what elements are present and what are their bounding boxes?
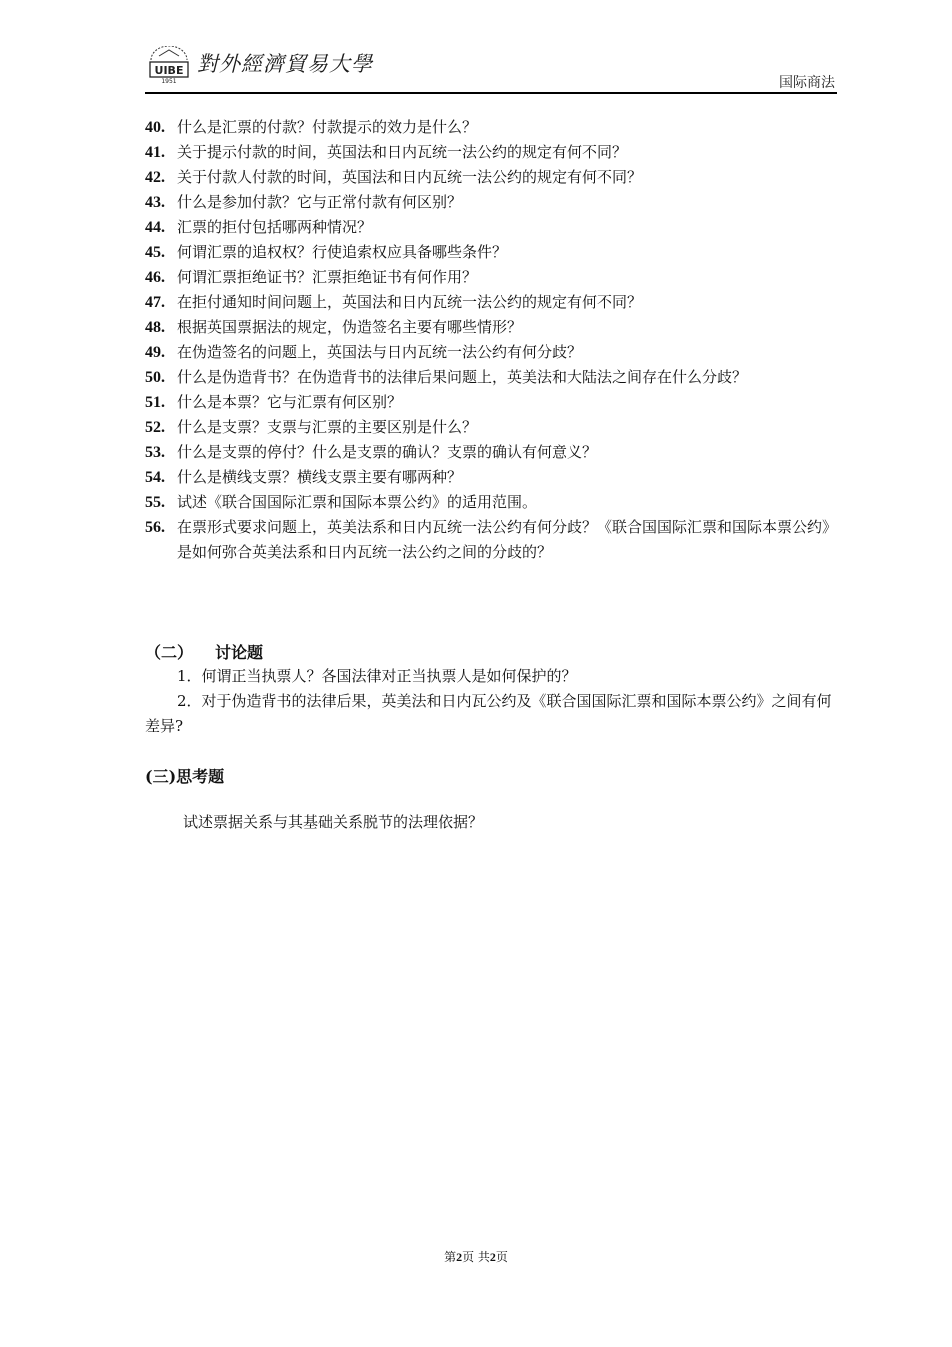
question-number: 51. [145,394,165,411]
footer-suffix: 页 [495,1250,508,1264]
question-number: 49. [145,344,165,361]
question-item [145,515,837,565]
page-header [145,36,837,94]
thinking-question: 试述票据关系与其基础关系脱节的法理依据？ [183,813,484,831]
question-text: 什么是伪造背书？在伪造背书的法律后果问题上，英美法和大陆法之间存在什么分歧？ [177,368,748,386]
discussion-item: 2．对于伪造背书的法律后果，英美法和日内瓦公约及《联合国国际汇票和国际本票公约》之间有何差异? [145,692,832,735]
discussion-item: 1．何谓正当执票人？各国法律对正当执票人是如何保护的？ [177,667,577,685]
university-name: 對外經濟貿易大學 [197,52,373,76]
question-number: 44. [145,219,165,236]
question-item [145,115,837,140]
question-item [145,465,837,490]
question-item [145,440,837,465]
question-text: 什么是参加付款？它与正常付款有何区别？ [177,193,463,211]
question-number: 50. [145,369,165,386]
question-number: 53. [145,444,165,461]
section-three-heading: (三)思考题 [145,767,225,786]
question-item [145,415,837,440]
question-number: 55. [145,494,165,511]
question-item [145,290,837,315]
question-text: 何谓汇票的追权权？行使追索权应具备哪些条件？ [177,243,508,261]
question-text: 什么是支票？支票与汇票的主要区别是什么？ [177,418,478,436]
question-number: 41. [145,144,165,161]
question-number: 45. [145,244,165,261]
question-number: 46. [145,269,165,286]
question-text: 什么是汇票的付款？付款提示的效力是什么？ [177,118,478,136]
question-item [145,390,837,415]
question-text: 关于提示付款的时间，英国法和日内瓦统一法公约的规定有何不同？ [177,143,628,161]
question-item [145,215,837,240]
question-item [145,140,837,165]
question-text: 何谓汇票拒绝证书？汇票拒绝证书有何作用？ [177,268,478,286]
question-text: 在票形式要求问题上，英美法系和日内瓦统一法公约有何分歧？《联合国国际汇票和国际本票公约》是如何弥合英美法系和日内瓦统一法公约之间的分歧的？ [177,518,838,561]
footer-prefix: 第 [444,1250,457,1264]
question-number: 43. [145,194,165,211]
footer-page-number: 2 [456,1250,463,1264]
question-item [145,190,837,215]
question-item [145,315,837,340]
question-list [145,115,837,565]
question-text: 什么是横线支票？横线支票主要有哪两种？ [177,468,463,486]
question-text: 关于付款人付款的时间，英国法和日内瓦统一法公约的规定有何不同？ [177,168,643,186]
question-item [145,490,837,515]
footer-total-pages: 2 [489,1250,496,1264]
question-number: 40. [145,119,165,136]
header-divider [145,92,837,94]
section-two-heading [145,640,263,663]
uibe-emblem-icon [147,46,191,84]
question-text: 在伪造签名的问题上，英国法与日内瓦统一法公约有何分歧？ [177,343,583,361]
footer-middle: 页 共 [462,1250,490,1264]
question-item [145,340,837,365]
page-footer [0,1248,952,1265]
section-two-label: （二） [145,643,194,662]
discussion-questions [145,664,837,739]
section-two-title: 讨论题 [215,643,264,662]
university-logo [145,40,195,86]
question-text: 什么是本票？它与汇票有何区别？ [177,393,403,411]
question-text: 试述《联合国国际汇票和国际本票公约》的适用范围。 [177,493,538,511]
question-number: 47. [145,294,165,311]
question-number: 56. [145,519,165,536]
question-text: 汇票的拒付包括哪两种情况？ [177,218,373,236]
question-item [145,365,837,390]
question-text: 什么是支票的停付？什么是支票的确认？支票的确认有何意义？ [177,443,598,461]
question-item [145,240,837,265]
question-item [145,265,837,290]
logo-letters: UIBE [154,64,184,77]
question-number: 42. [145,169,165,186]
question-number: 54. [145,469,165,486]
course-title: 国际商法 [779,75,835,91]
question-number: 48. [145,319,165,336]
logo-year: 1951 [161,78,177,84]
question-text: 根据英国票据法的规定，伪造签名主要有哪些情形？ [177,318,523,336]
question-text: 在拒付通知时间问题上，英国法和日内瓦统一法公约的规定有何不同？ [177,293,643,311]
question-item [145,165,837,190]
question-number: 52. [145,419,165,436]
